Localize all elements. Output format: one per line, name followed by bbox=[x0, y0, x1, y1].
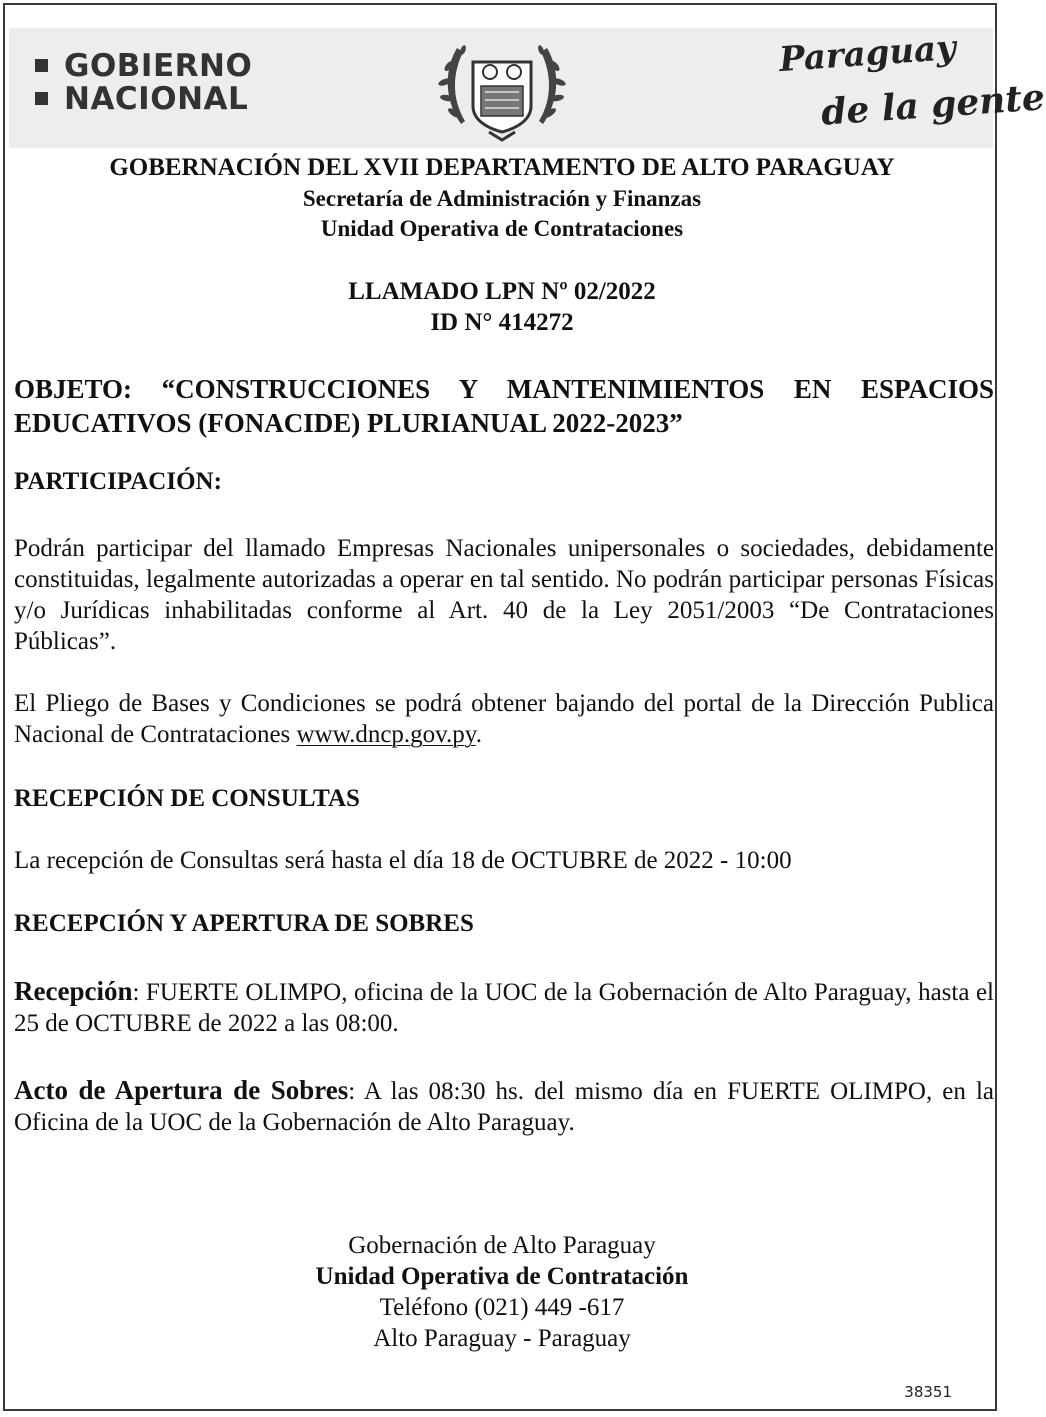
acto-label: Acto de Apertura de Sobres bbox=[14, 1075, 349, 1105]
title-block bbox=[0, 152, 1004, 183]
sobres-heading: RECEPCIÓN Y APERTURA DE SOBRES bbox=[14, 910, 474, 937]
logo-line-2: NACIONAL bbox=[64, 81, 249, 117]
footer-block bbox=[0, 1230, 1004, 1354]
acto-paragraph bbox=[14, 1075, 994, 1138]
objeto-heading: OBJETO: “CONSTRUCCIONES Y MANTENIMIENTOS EN ESPACIOS EDUCATIVOS (FONACIDE) PLURIANUAL 2022-2023” bbox=[14, 374, 994, 438]
recepcion-text: : FUERTE OLIMPO, oficina de la UOC de la Gobernación de Alto Paraguay, hasta el 25 de OCTUBRE de 2022 a las 08:00. bbox=[14, 979, 994, 1037]
document-code: 38351 bbox=[904, 1383, 952, 1401]
slogan-line-1: Paraguay bbox=[777, 27, 958, 81]
pliego-end: . bbox=[475, 721, 482, 748]
footer-line-3: Teléfono (021) 449 -617 bbox=[379, 1294, 625, 1321]
footer-line-2: Unidad Operativa de Contratación bbox=[315, 1263, 689, 1290]
title-line-3: Unidad Operativa de Contrataciones bbox=[320, 216, 684, 241]
logo-line-1: GOBIERNO bbox=[64, 48, 253, 84]
title-line-2: Secretaría de Administración y Finanzas bbox=[302, 186, 702, 211]
gobierno-nacional-logo bbox=[35, 50, 252, 116]
recepcion-label: Recepción bbox=[14, 976, 133, 1006]
header-banner bbox=[9, 27, 1046, 148]
footer-line-1: Gobernación de Alto Paraguay bbox=[348, 1232, 656, 1259]
slogan-line-2: de la gente bbox=[819, 76, 1046, 134]
title-line-1: GOBERNACIÓN DEL XVII DEPARTAMENTO DE ALTO PARAGUAY bbox=[109, 154, 895, 181]
pliego-paragraph bbox=[14, 688, 994, 750]
participacion-heading: PARTICIPACIÓN: bbox=[14, 468, 222, 495]
recepcion-paragraph bbox=[14, 976, 994, 1039]
consultas-heading: RECEPCIÓN DE CONSULTAS bbox=[14, 785, 360, 812]
title-subblock bbox=[0, 184, 1004, 244]
call-line-2: ID N° 414272 bbox=[430, 309, 574, 336]
call-block bbox=[0, 276, 1004, 338]
dncp-link[interactable]: www.dncp.gov.py bbox=[296, 721, 476, 748]
pliego-text: El Pliego de Bases y Condiciones se podrá obtener bajando del portal de la Dirección Publica Nacional de Contrataciones bbox=[14, 690, 994, 748]
participacion-paragraph: Podrán participar del llamado Empresas Nacionales unipersonales o sociedades, debidamente constituidas, legalmente autorizadas a operar en tal sentido. No podrán participar personas Físicas y/o Jurídicas inhabilitadas conforme al Art. 40 de la Ley 2051/2003 “De Contrataciones Públicas”. bbox=[14, 535, 994, 655]
coat-of-arms-icon bbox=[427, 28, 577, 146]
call-line-1: LLAMADO LPN Nº 02/2022 bbox=[348, 278, 656, 305]
footer-line-4: Alto Paraguay - Paraguay bbox=[373, 1325, 631, 1352]
acto-text: : A las 08:30 hs. del mismo día en FUERTE OLIMPO, en la Oficina de la UOC de la Gobernación de Alto Paraguay. bbox=[14, 1078, 995, 1136]
consultas-text: La recepción de Consultas será hasta el día 18 de OCTUBRE de 2022 - 10:00 bbox=[14, 847, 792, 874]
